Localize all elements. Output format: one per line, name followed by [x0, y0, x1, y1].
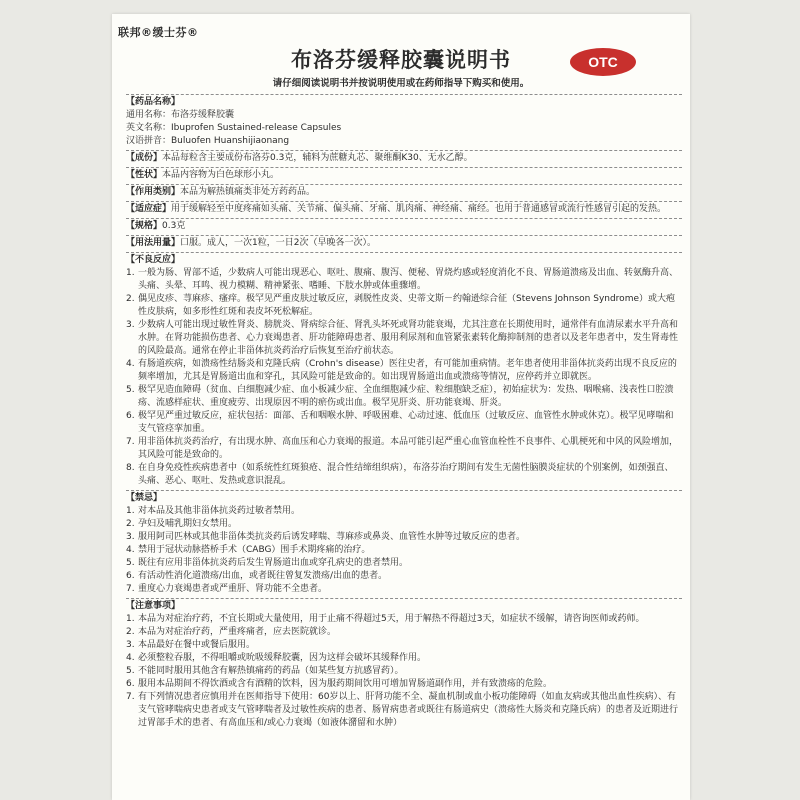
category-text: 本品为解热镇痛类非处方药药品。 [180, 187, 316, 197]
item-number: 5. [126, 385, 135, 395]
section-heading: 【注意事项】 [126, 601, 181, 611]
item-text: 在自身免疫性疾病患者中（如系统性红斑狼疮、混合性结缔组织病），布洛芬治疗期间有发生无菌性脑膜炎症状的个别案例，如颈强直、头痛、恶心、呕吐、发热或意识混乱。 [138, 463, 674, 486]
item-text: 本品为对症治疗药，不宜长期或大量使用，用于止痛不得超过5天，用于解热不得超过3天，如症状不缓解，请咨询医师或药师。 [138, 614, 645, 624]
section-heading: 【禁忌】 [126, 493, 163, 503]
ingredients-text: 本品每粒含主要成份布洛芬0.3克，辅料为蔗糖丸芯、聚维酮K30、无水乙醇。 [162, 153, 473, 163]
item-text: 重度心力衰竭患者或严重肝、肾功能不全患者。 [138, 584, 328, 594]
item-text: 必须整粒吞服，不得咀嚼或吮吸缓释胶囊，因为这样会破坏其缓释作用。 [138, 653, 427, 663]
item-text: 不能同时服用其他含有解热镇痛药的药品（如某些复方抗感冒药）。 [138, 666, 404, 676]
list-item [126, 583, 682, 596]
list-item [126, 436, 682, 462]
list-item [126, 518, 682, 531]
list-item [126, 570, 682, 583]
dosage-text: 口服。成人，一次1粒，一日2次（早晚各一次）。 [180, 238, 376, 248]
item-text: 服用本品期间不得饮酒或含有酒精的饮料，因为服药期间饮用可增加胃肠道副作用，并有致溃疡的危险。 [138, 679, 553, 689]
item-number: 4. [126, 653, 135, 663]
list-item [126, 665, 682, 678]
item-number: 2. [126, 294, 135, 304]
item-number: 7. [126, 437, 135, 447]
section-heading: 【药品名称】 [126, 97, 181, 107]
document-subtitle: 请仔细阅读说明书并按说明使用或在药师指导下购买和使用。 [272, 78, 530, 89]
item-number: 3. [126, 320, 135, 330]
section-heading: 【不良反应】 [126, 255, 181, 265]
item-number: 7. [126, 584, 135, 594]
section-precautions [126, 598, 682, 732]
leaflet-sheet [112, 14, 690, 800]
section-heading: 【用法用量】 [126, 238, 181, 248]
item-number: 8. [126, 463, 135, 473]
indications-text: 用于缓解轻至中度疼痛如头痛、关节痛、偏头痛、牙痛、肌肉痛、神经痛、痛经。也用于普通感冒或流行性感冒引起的发热。 [171, 204, 667, 214]
list-item [126, 358, 682, 384]
list-item [126, 613, 682, 626]
list-item [126, 505, 682, 518]
section-heading: 【作用类别】 [126, 187, 181, 197]
item-text: 少数病人可能出现过敏性肾炎、膀胱炎、肾病综合征、肾乳头坏死或肾功能衰竭，尤其注意在长期使用时，通常伴有血清尿素水平升高和水肿。在肾功能损伤患者、心力衰竭患者、肝功能障碍患者、服用利尿剂和血管紧张素转化酶抑制剂的患者以及老年患者中，发生肾毒性的风险最高。通常在停止非甾体抗炎药治疗后恢复至治疗前状态。 [138, 320, 679, 356]
item-number: 1. [126, 268, 135, 278]
item-number: 1. [126, 506, 135, 516]
section-contraindications [126, 490, 682, 598]
item-text: 有肠道疾病，如溃疡性结肠炎和克隆氏病（Crohn's disease）医往史者，有可能加重病情。老年患者使用非甾体抗炎药出现不良反应的频率增加，尤其是胃肠道出血和穿孔，其风险可能是致命的。如出现胃肠道出血或溃疡等情况，应停药并立即就医。 [138, 359, 677, 382]
section-heading: 【性状】 [126, 170, 163, 180]
list-item [126, 652, 682, 665]
item-text: 既往有应用非甾体抗炎药后发生胃肠道出血或穿孔病史的患者禁用。 [138, 558, 409, 568]
item-text: 孕妇及哺乳期妇女禁用。 [138, 519, 238, 529]
list-item [126, 678, 682, 691]
section-ingredients [126, 150, 682, 167]
item-text: 服用阿司匹林或其他非甾体类抗炎药后诱发哮喘、荨麻疹或鼻炎、血管性水肿等过敏反应的患者。 [138, 532, 526, 542]
item-number: 1. [126, 614, 135, 624]
list-item [126, 293, 682, 319]
section-category [126, 184, 682, 201]
item-number: 3. [126, 640, 135, 650]
document-title: 布洛芬缓释胶囊说明书 [291, 48, 511, 72]
leaflet-content [126, 94, 682, 732]
brand-logo: 联邦®缓士芬® [118, 26, 199, 39]
list-item [126, 626, 682, 639]
spec-text: 0.3克 [162, 221, 186, 231]
item-text: 一般为肠、胃部不适，少数病人可能出现恶心、呕吐、腹痛、腹泻、便秘、胃烧灼感或轻度消化不良、胃肠道溃疡及出血、转氨酶升高、头痛、头晕、耳鸣、视力模糊、精神紧张、嗜睡、下肢水肿或体重骤增。 [138, 268, 679, 291]
section-adverse-reactions [126, 252, 682, 490]
section-indications [126, 201, 682, 218]
item-text: 有下列情况患者应慎用并在医师指导下使用：60岁以上、肝肾功能不全、凝血机制或血小板功能障碍（如血友病或其他出血性疾病）、有支气管哮喘病史患者或支气管哮喘者及过敏性疾病的患者、肠胃病患者或既往有肠道病史（溃疡性大肠炎和克隆氏病）的患者及近期进行过胃部手术的患者、有高血压和/或心力衰竭（如液体潴留和水肿） [138, 692, 679, 728]
list-item [126, 639, 682, 652]
section-spec [126, 218, 682, 235]
item-number: 4. [126, 359, 135, 369]
list-item [126, 462, 682, 488]
item-text: 对本品及其他非甾体抗炎药过敏者禁用。 [138, 506, 301, 516]
item-number: 5. [126, 666, 135, 676]
section-heading: 【适应症】 [126, 204, 172, 214]
section-description [126, 167, 682, 184]
item-text: 偶见皮疹、荨麻疹、瘙痒。极罕见严重皮肤过敏反应，剥脱性皮炎、史蒂文斯－约翰逊综合征（Stevens Johnson Syndrome）或大疱性皮肤病，如多形性红斑和表皮坏死松解症。 [138, 294, 675, 317]
section-heading: 【成份】 [126, 153, 163, 163]
item-number: 7. [126, 692, 135, 702]
item-text: 禁用于冠状动脉搭桥手术（CABG）围手术期疼痛的治疗。 [138, 545, 371, 555]
list-item [126, 531, 682, 544]
section-drug-name [126, 94, 682, 150]
item-text: 用非甾体抗炎药治疗，有出现水肿、高血压和心力衰竭的报道。本品可能引起严重心血管血栓性不良事件、心肌梗死和中风的风险增加，其风险可能是致命的。 [138, 437, 679, 460]
section-dosage [126, 235, 682, 252]
generic-name: 通用名称：布洛芬缓释胶囊 [126, 110, 235, 120]
otc-badge: OTC [570, 48, 636, 76]
item-text: 极罕见造血障碍（贫血、白细胞减少症、血小板减少症、全血细胞减少症、粒细胞缺乏症），初始症状为：发热、咽喉痛、浅表性口腔溃疡、流感样症状、重度疲劳、出现原因不明的瘀伤或出血。极罕见肝炎、肝功能衰竭、肝炎。 [138, 385, 674, 408]
item-number: 2. [126, 519, 135, 529]
pinyin-name: 汉语拼音：Buluofen Huanshijiaonang [126, 136, 290, 146]
list-item [126, 544, 682, 557]
item-text: 本品为对症治疗药，严重疼痛者，应去医院就诊。 [138, 627, 337, 637]
item-text: 本品最好在餐中或餐后服用。 [138, 640, 256, 650]
item-number: 5. [126, 558, 135, 568]
item-text: 有活动性消化道溃疡/出血，或者既往曾复发溃疡/出血的患者。 [138, 571, 388, 581]
list-item [126, 691, 682, 730]
item-number: 3. [126, 532, 135, 542]
list-item [126, 267, 682, 293]
list-item [126, 557, 682, 570]
item-number: 6. [126, 411, 135, 421]
list-item [126, 384, 682, 410]
list-item [126, 410, 682, 436]
description-text: 本品内容物为白色球形小丸。 [162, 170, 280, 180]
item-text: 极罕见严重过敏反应，症状包括：面部、舌和咽喉水肿、呼吸困难、心动过速、低血压（过敏反应、血管性水肿或休克）。极罕见哮喘和支气管痉挛加重。 [138, 411, 674, 434]
item-number: 4. [126, 545, 135, 555]
list-item [126, 319, 682, 358]
english-name: 英文名称：Ibuprofen Sustained-release Capsules [126, 123, 342, 133]
item-number: 6. [126, 571, 135, 581]
item-number: 2. [126, 627, 135, 637]
item-number: 6. [126, 679, 135, 689]
section-heading: 【规格】 [126, 221, 163, 231]
